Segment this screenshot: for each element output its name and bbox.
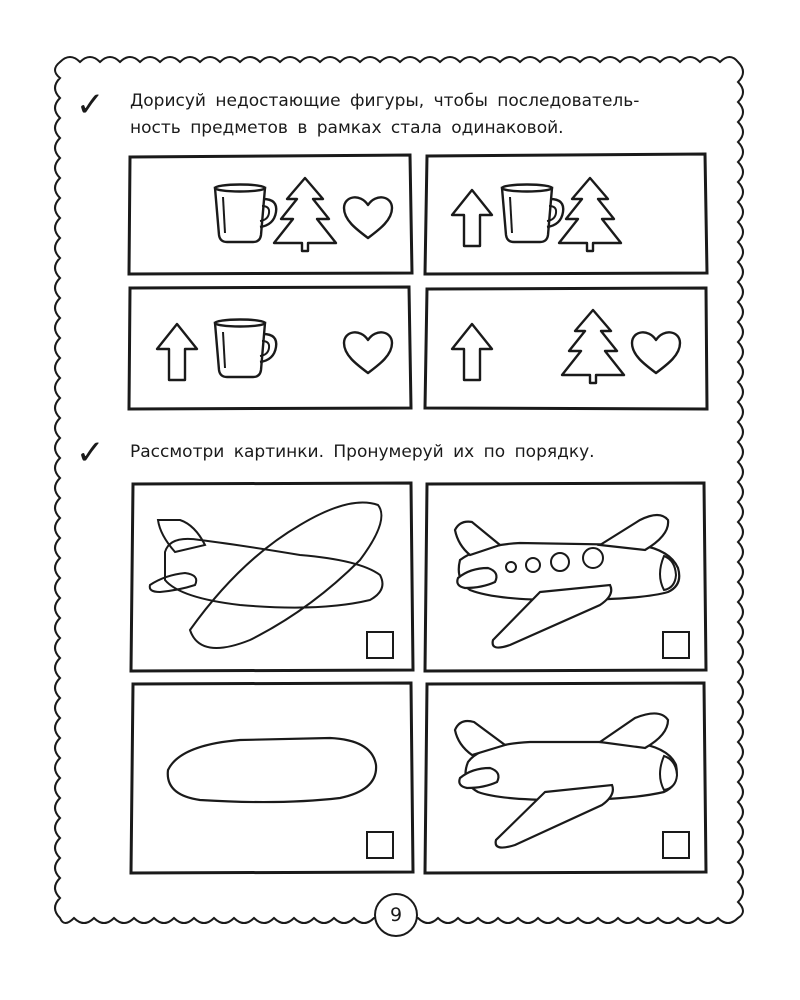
tree-icon [562,310,624,383]
task1-instruction-line1: Дорисуй недостающие фигуры, чтобы последователь- [130,91,640,111]
answer-box-2[interactable] [662,631,690,659]
task2-check-icon: ✓ [76,433,105,473]
tree-icon [274,178,336,251]
heart-icon [344,332,392,373]
answer-box-4[interactable] [662,831,690,859]
sequence-frame-1 [129,155,412,274]
sequence-frame-3 [129,287,411,409]
task1-check-icon: ✓ [76,85,105,125]
answer-box-1[interactable] [366,631,394,659]
cup-icon [215,320,276,378]
answer-box-3[interactable] [366,831,394,859]
page-number: 9 [374,893,418,937]
task1-instruction-line2: ность предметов в рамках стала одинаковой. [130,118,564,138]
arrow-up-icon [452,324,492,380]
sequence-frame-2 [425,154,707,274]
heart-icon [344,197,392,238]
arrow-up-icon [452,190,492,246]
task2-instruction: Рассмотри картинки. Пронумеруй их по порядку. [130,442,595,462]
arrow-up-icon [157,324,197,380]
task1-instruction [130,88,720,142]
cup-icon [502,185,563,243]
heart-icon [632,332,680,373]
sequence-frame-4 [425,288,707,409]
cup-icon [215,185,276,243]
tree-icon [559,178,621,251]
